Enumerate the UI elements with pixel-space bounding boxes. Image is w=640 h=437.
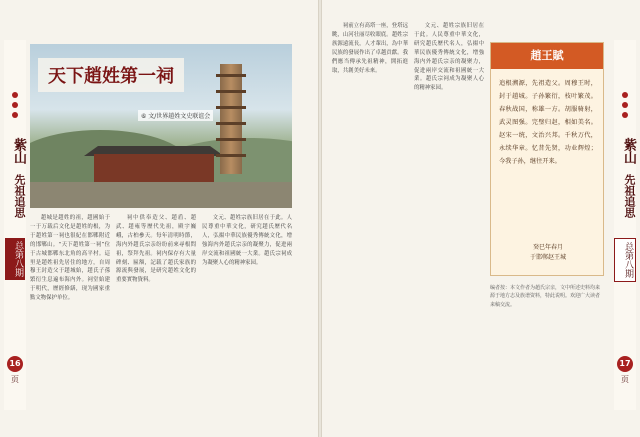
photo-caption: ⑥ 文/世界趙姓文史联谊会 [138,110,213,121]
column-name: 先祖追思 [623,174,636,218]
column-name: 先祖追思 [13,174,26,218]
article-paragraph: 文元、趙姓宗族旧居在于此。人民尊重中華文化，研究趙氏歷代名人，弘揚中華民族優秀傳統文化，增強海内外趙氏宗亲的凝聚力，促进兩岸交流和祖國統一大業。趙氏宗祠成为凝聚人心的精神家园。 [414,23,484,92]
poem-body: 追根溯源，先祖造父。周穆王时，封于趙城。子孙繁衍，枝叶繁茂。春秋战国，称雄一方。胡服骑射，武灵图强。完璧归赵，相如美名。赵宋一统，文治兴邦。千秋万代，永续华章。忆昔先贤，功业辉煌；今我子孙，继往开来。 [499,80,597,165]
poem-date: 癸巳年春月 于邯郸赵王城 [529,244,566,261]
article-paragraph: 文元、趙姓宗族旧居在于此。人民尊重中華文化，研究趙氏歷代名人，弘揚中華民族優秀傳統文化，增強海内外趙氏宗亲的凝聚力，促进兩岸交流和祖國統一大業。趙氏宗祠成为凝聚人心的精神家园。 [202,215,292,266]
page-number-label: 页 [11,375,19,384]
article-column-3 [202,214,292,424]
article-paragraph: 祠中供奉造父、趙盾、趙武、趙雍等歷代先祖，殿宇巍峨，古柏參天。每年清明時節，海内外趙氏宗亲纷纷前來尋根問祖，祭拜先祖。祠内保存有大量碑刻、匾額，記载了趙氏家族的源流與發展，是研究趙姓文化的重要實物資料。 [116,215,196,284]
editor-notes: 编者按：本文作者为趙氏宗亲，文中所述史料均来源于地方志及族谱资料，特此说明。欢迎广大读者来稿交流。 [490,285,601,308]
issue-label: 总第八期 [5,238,25,280]
pagoda-tower [220,64,242,174]
poem-title: 趙王賦 [491,43,603,69]
left-side-tab [4,40,26,410]
article-column-2 [116,214,196,424]
poem-box [490,42,604,276]
temple-hall [94,154,214,182]
page-number: 17 [617,356,633,372]
article-paragraph: 趙城是趙姓的祖，趙國始于一于万载后文化是趙姓的根，为于趙姓第一祠也很紀在邯鄲附近的邯鄲山。“天下趙姓第一祠”位于古城邯鄲东北角的高平村。這里是趙姓祖先居住的地方，自周穆王封造父于趙城始，趙氏子孫繁衍生息遍布海内外。祠堂始建于明代，歷經修繕，现为國家重點文物保护单位。 [30,215,110,302]
magazine-name: 紫山 [11,138,26,164]
article-column-1 [30,214,110,424]
article-title: 天下趙姓第一祠 [38,58,184,92]
hero-photo [30,44,292,208]
page-number-label: 页 [621,375,629,384]
issue-label: 总第八期 [614,238,636,282]
right-side-tab [614,40,636,410]
article-paragraph: 祠前立有高塔一座，登塔远眺，山河壮丽尽收眼底。趙姓宗族源遠流長，人才輩出，為中華民族的發展作出了卓越貢獻。我們應当傳承先祖精神，開拓進取，共創美好未來。 [332,23,408,74]
left-page [0,0,318,437]
article-column-5 [414,22,484,422]
magazine-name: 紫山 [621,138,636,164]
article-column-4 [332,22,408,422]
page-number: 16 [7,356,23,372]
ground [30,182,292,208]
